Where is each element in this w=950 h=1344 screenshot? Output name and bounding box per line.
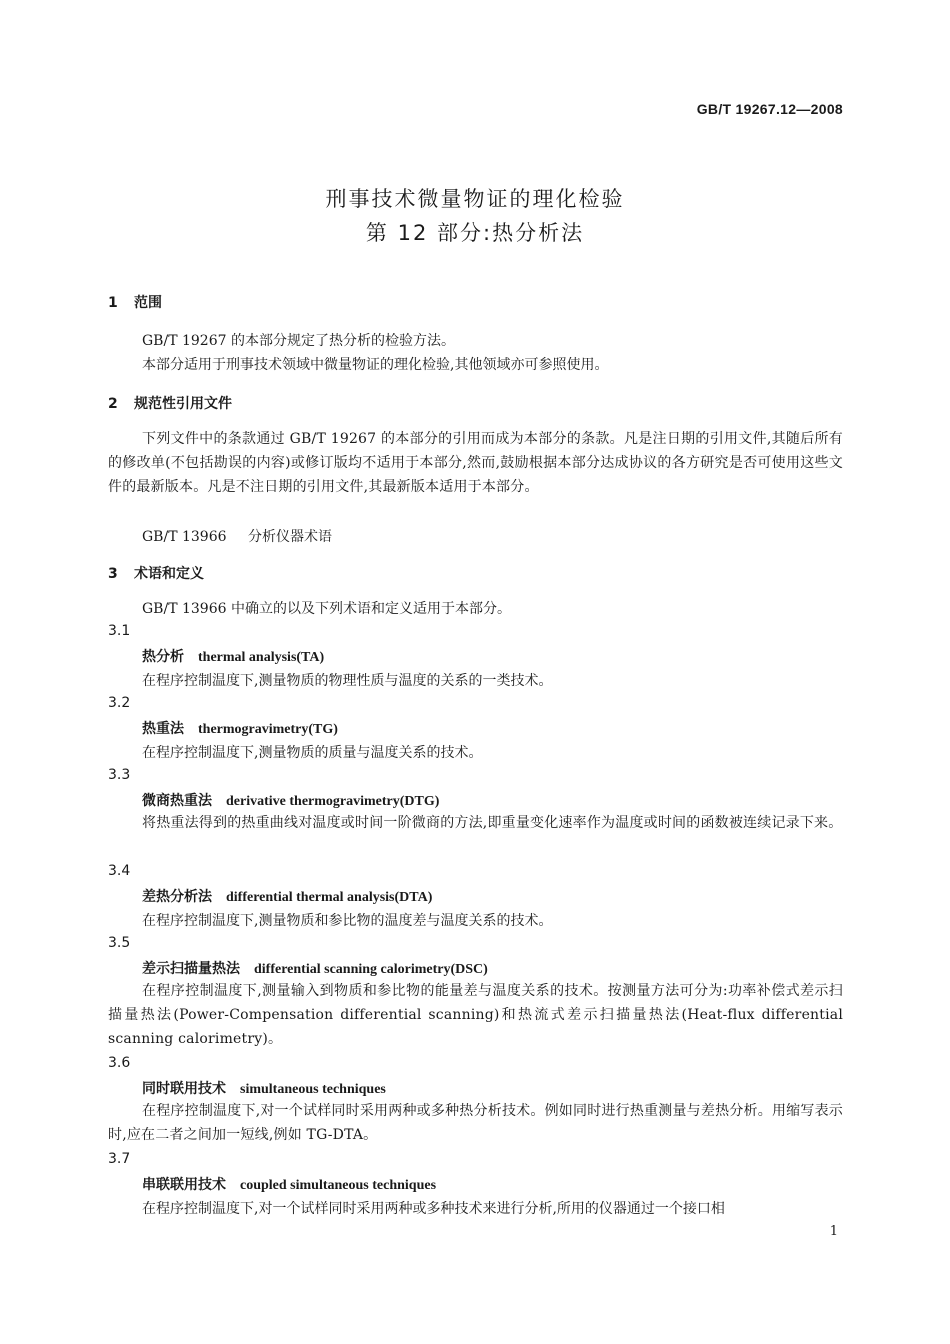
section-3-heading [108, 563, 204, 583]
document-title-line1: 刑事技术微量物证的理化检验 [325, 187, 625, 211]
term-chinese: 串联联用技术 [142, 1177, 226, 1193]
term-chinese: 差热分析法 [142, 889, 212, 905]
clause-number: 3.2 [108, 695, 131, 711]
reference-title: 分析仪器术语 [248, 529, 332, 545]
section-number: 3 [108, 566, 118, 582]
term-chinese: 热分析 [142, 649, 184, 665]
term-english: simultaneous techniques [240, 1082, 386, 1097]
section-1-paragraph-2: 本部分适用于刑事技术领域中微量物证的理化检验,其他领域亦可参照使用。 [142, 357, 609, 373]
term-english: differential scanning calorimetry(DSC) [254, 962, 488, 977]
term-heading [142, 886, 432, 906]
clause-number: 3.1 [108, 623, 131, 639]
term-definition: 在程序控制温度下,对一个试样同时采用两种或多种技术来进行分析,所用的仪器通过一个接口相 [142, 1201, 725, 1217]
term-chinese: 热重法 [142, 721, 184, 737]
clause-number: 3.4 [108, 863, 131, 879]
section-1-heading [108, 292, 162, 312]
section-1-paragraph-1: GB/T 19267 的本部分规定了热分析的检验方法。 [142, 333, 455, 349]
term-definition: 在程序控制温度下,测量物质和参比物的温度差与温度关系的技术。 [142, 913, 553, 929]
section-title: 规范性引用文件 [134, 396, 232, 412]
term-english: differential thermal analysis(DTA) [226, 890, 433, 905]
term-heading [142, 1078, 386, 1098]
term-heading [142, 646, 324, 666]
clause-number: 3.3 [108, 767, 131, 783]
term-definition: 在程序控制温度下,对一个试样同时采用两种或多种热分析技术。例如同时进行热重测量与差热分析。用缩写表示时,应在二者之间加一短线,例如 TG-DTA。 [108, 1103, 843, 1143]
clause-number: 3.6 [108, 1055, 131, 1071]
normative-reference [142, 526, 332, 546]
section-2-paragraph: 下列文件中的条款通过 GB/T 19267 的本部分的引用而成为本部分的条款。凡是注日期的引用文件,其随后所有的修改单(不包括勘误的内容)或修订版均不适用于本部分,然而,鼓励根据本部分达成协议的各方研究是否可使用这些文件的最新版本。凡是不注日期的引用文件,其最新版本适用于本部分。 [108, 431, 843, 495]
section-title: 范围 [134, 295, 162, 311]
term-english: coupled simultaneous techniques [240, 1178, 437, 1193]
standard-number: GB/T 19267.12—2008 [696, 101, 843, 117]
term-english: thermogravimetry(TG) [198, 722, 338, 737]
term-chinese: 差示扫描量热法 [142, 961, 240, 977]
clause-number: 3.7 [108, 1151, 131, 1167]
term-definition: 在程序控制温度下,测量物质的物理性质与温度的关系的一类技术。 [142, 673, 553, 689]
section-2-heading [108, 393, 232, 413]
term-definition: 在程序控制温度下,测量输入到物质和参比物的能量差与温度关系的技术。按测量方法可分为:功率补偿式差示扫描量热法(Power-Compensation differential scanning)和热流式差示扫描量热法(Heat-flux differential scanning calorimetry)。 [108, 983, 843, 1047]
section-3-intro: GB/T 13966 中确立的以及下列术语和定义适用于本部分。 [142, 601, 511, 617]
term-chinese: 同时联用技术 [142, 1081, 226, 1097]
term-heading [142, 958, 488, 978]
document-title-line2: 第 12 部分:热分析法 [365, 221, 585, 245]
term-english: thermal analysis(TA) [198, 650, 325, 665]
section-number: 1 [108, 295, 118, 311]
section-title: 术语和定义 [134, 566, 204, 582]
section-number: 2 [108, 396, 118, 412]
term-heading [142, 1174, 436, 1194]
term-definition: 将热重法得到的热重曲线对温度或时间一阶微商的方法,即重量变化速率作为温度或时间的函数被连续记录下来。 [142, 815, 843, 831]
term-heading [142, 718, 338, 738]
clause-number: 3.5 [108, 935, 131, 951]
term-chinese: 微商热重法 [142, 793, 212, 809]
term-definition: 在程序控制温度下,测量物质的质量与温度关系的技术。 [142, 745, 483, 761]
page-number: 1 [829, 1224, 838, 1239]
term-heading [142, 790, 439, 810]
term-english: derivative thermogravimetry(DTG) [226, 794, 440, 809]
reference-code: GB/T 13966 [142, 529, 227, 545]
